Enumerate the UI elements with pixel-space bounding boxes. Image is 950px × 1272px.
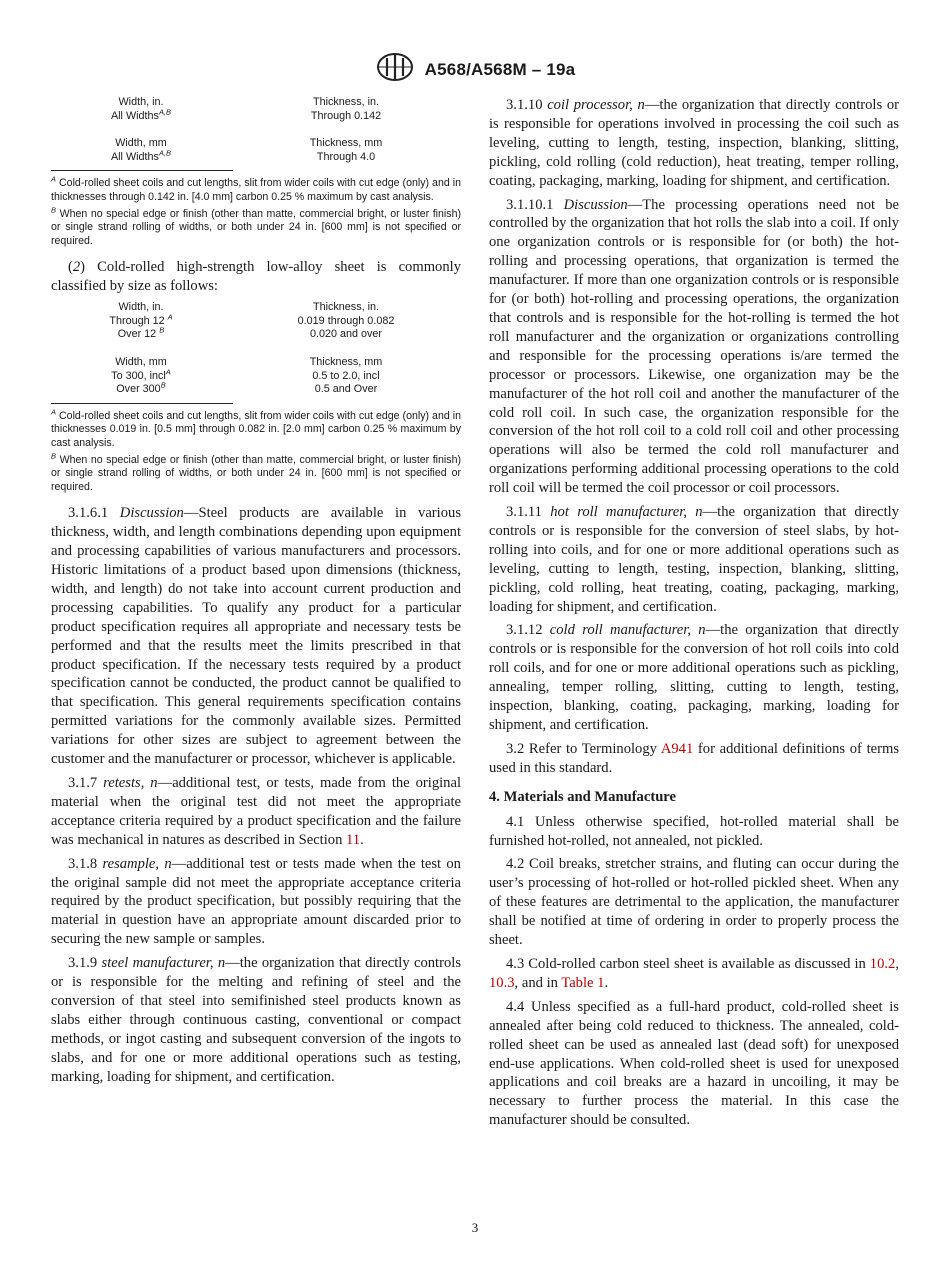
- left-column: [51, 96, 461, 1091]
- table-cell: Width, in.: [118, 96, 164, 108]
- section-3-2: 3.2 Refer to Terminology A941 for additional definitions of terms used in this standard.: [489, 740, 899, 776]
- section-3-1-11: 3.1.11 hot roll manufacturer, n—the organization that directly controls or is responsible for the conversion of steel slabs, by hot-rolling into coils, and for one or more additional operations such as leveling, cutting to length, testing, inspection, blanking, slitting, pickling, cold rolling, heat treating, coating, packaging, marking, loading for shipment, and certification.: [489, 504, 899, 615]
- table-cell: Thickness, in.: [312, 301, 379, 314]
- section-11-link[interactable]: 11: [346, 831, 361, 848]
- table-cell: Width, mm: [115, 355, 167, 368]
- section-4-3: 4.3 Cold-rolled carbon steel sheet is available as discussed in 10.2, 10.3, and in Table 1.: [489, 955, 899, 991]
- section-10-2-link[interactable]: 10.2: [869, 955, 896, 972]
- footnote-a: $^A$ Cold-rolled sheet coils and cut lengths, slit from wider coils with cut edge (only) and in thicknesses 0.019 in. [0.5 mm] through 0.082 in. [2.0 mm] carbon 0.25 % maximum by cast analysis.: [51, 407, 461, 449]
- table-cell: Through 4.0: [316, 150, 376, 163]
- section-3-1-10: 3.1.10 coil processor, n—the organization that directly controls or is responsible for operations involved in processing the coil such as leveling, cutting to length, testing, inspection, blanking, slitting, pickling, cold rolling (cold reduction), heat treating, temper rolling, coating, packaging, marking, loading for shipment, and certification.: [489, 97, 899, 189]
- right-column: [489, 96, 899, 1135]
- table-cell: Width, in.: [118, 301, 164, 314]
- size-table-carbon: [51, 96, 461, 164]
- footnote-divider: [51, 403, 233, 404]
- section-3-1-12: 3.1.12 cold roll manufacturer, n—the organization that directly controls or is responsible for the conversion of hot roll coils into cold roll coils, and for one or more additional operations such as pickling, annealing, temper rolling, slitting, cutting to length, testing, inspection, blanking, coating, packaging, marking, loading for shipment, and certification.: [489, 622, 899, 733]
- page-header: [0, 52, 950, 87]
- footnote-a: $^A$ Cold-rolled sheet coils and cut lengths, slit from wider coils with cut edge (only) and in thicknesses through 0.142 in. [4.0 mm] carbon 0.25 % maximum by cast analysis.: [51, 174, 461, 203]
- section-4-1: 4.1 Unless otherwise specified, hot-rolled material shall be furnished hot-rolled, not annealed, not pickled.: [489, 813, 899, 849]
- table-cell: 0.5 to 2.0, incl: [312, 369, 380, 382]
- section-3-1-8: 3.1.8 resample, n—additional test or tests made when the test on the original sample did not meet the appropriate acceptance criteria required by the product specification, but possibly requiring that the material in question have an appropriate amount discarded prior to securing the new sample or samples.: [51, 855, 461, 948]
- section-3-1-7: 3.1.7 retests, n—additional test, or tests, made from the original material when the original test did not meet the appropriate acceptance criteria required by a product specification and the failure was mechanical in natures as described in Section 11.: [51, 774, 461, 848]
- footnote-b: $^B$ When no special edge or finish (other than matte, commercial bright, or luster finish) or single strand rolling of widths, or both under 24 in. [600 mm] is not specified or required.: [51, 450, 461, 493]
- paragraph-hsla: (2) Cold-rolled high-strength low-alloy sheet is commonly classified by size as follows:: [51, 259, 461, 295]
- table-cell: Over $300^B$: [116, 380, 166, 396]
- table-cell: Thickness, mm: [309, 355, 383, 368]
- table-cell: 0.5 and Over: [314, 383, 378, 396]
- size-table-hsla: [51, 301, 461, 397]
- table-cell: All Widths$^{A,B}$: [110, 148, 172, 163]
- page-number: 3: [471, 1220, 479, 1235]
- table-cell: 0.020 and over: [309, 328, 383, 341]
- table-cell: Thickness, mm: [309, 137, 383, 150]
- astm-logo-icon: [375, 52, 415, 87]
- section-4-2: 4.2 Coil breaks, stretcher strains, and fluting can occur during the user’s processing of hot-rolled or hot-rolled pickled sheet. When any of these features are detrimental to the application, the manufacturer shall be notified at time of ordering in order to properly process the sheet.: [489, 856, 899, 949]
- table-cell: To 300, incl$^A$: [111, 366, 171, 382]
- table-cell: Over 12 $^B$: [117, 325, 165, 341]
- section-4-4: 4.4 Unless specified as a full-hard product, cold-rolled sheet is annealed after being cold reduced to thickness. The annealed, cold-rolled sheet can be used as annealed last (dead soft) for unexposed end-use applications. When cold-rolled sheet is used for unexposed applications and coil breaks are a hazard in uncoiling, it may be necessary to further process the material. In this case the manufacturer should be consulted.: [489, 998, 899, 1129]
- table-1-link[interactable]: Table 1: [561, 974, 605, 991]
- section-10-3-link[interactable]: 10.3: [489, 974, 515, 991]
- table-cell: Thickness, in.: [312, 96, 379, 108]
- table-cell: Width, mm: [115, 137, 167, 150]
- footnote-divider: [51, 170, 233, 171]
- table-cell: Through 12 $^A$: [109, 312, 173, 327]
- section-4-heading: 4. Materials and Manufacture: [489, 788, 676, 805]
- a941-link[interactable]: A941: [660, 740, 694, 757]
- footnote-b: $^B$ When no special edge or finish (other than matte, commercial bright, or luster finish) or single strand rolling of widths, or both under 24 in. [600 mm] is not specified or required.: [51, 205, 461, 247]
- table-cell: All Widths$^{A,B}$: [110, 107, 172, 122]
- table-cell: Through 0.142: [310, 109, 382, 122]
- standard-designation: A568/A568M – 19a: [424, 59, 576, 79]
- section-3-1-6-1: 3.1.6.1 Discussion—Steel products are available in various thickness, width, and length combinations depending upon equipment and processing capabilities of various manufacturers and processors. Historic limitations of a product based upon dimensions (thickness, width, and length) do not take into account current production and processing capabilities. To qualify any product for a particular product specification requires all appropriate and necessary tests be performed and that the results meet the limits prescribed in that product specification. If the necessary tests required by a product specification cannot be conducted, the product cannot be qualified to that specification. This general requirements specification contains permitted variations for the commonly available sizes. Permitted variations for other sizes are subject to agreement between the customer and the manufacturer or processor, whichever is applicable.: [51, 505, 461, 768]
- table-cell: 0.019 through 0.082: [297, 314, 395, 327]
- section-3-1-10-1: 3.1.10.1 Discussion—The processing operations need not be controlled by the organization that hot rolls the slab into a coil. If only one organization controls or is responsible for (or both) the hot-rolling and processing operations, that organization is termed the manufacturer. If more than one organization controls or is responsible for (or both) hot-rolling and processing operations, the organization that controls and is responsible for the hot-rolling is termed the hot roll manufacturer and the organization or organizations controlling and responsible for the processing operations is/are termed the processor or processors. Likewise, one organization may be the manufacturer of the hot roll coil and another the manufacturer of the cold roll coil. In such case, the organization responsible for the conversion of the hot roll coil to a cold roll coil and other processing operations will also be termed the cold roll manufacturer and organizations performing additional processing operations to the cold roll coil will be termed the coil processor or coil processors.: [489, 196, 900, 497]
- section-3-1-9: 3.1.9 steel manufacturer, n—the organization that directly controls or is responsible for the melting and refining of steel and the conversion of that steel into semifinished steel products known as slabs either through continuous casting, conventional or compact methods, or ingot casting and subsequent conversion of the ingots to slabs, and for one or more additional operations such as testing, marking, loading for shipment, and certification.: [51, 955, 461, 1085]
